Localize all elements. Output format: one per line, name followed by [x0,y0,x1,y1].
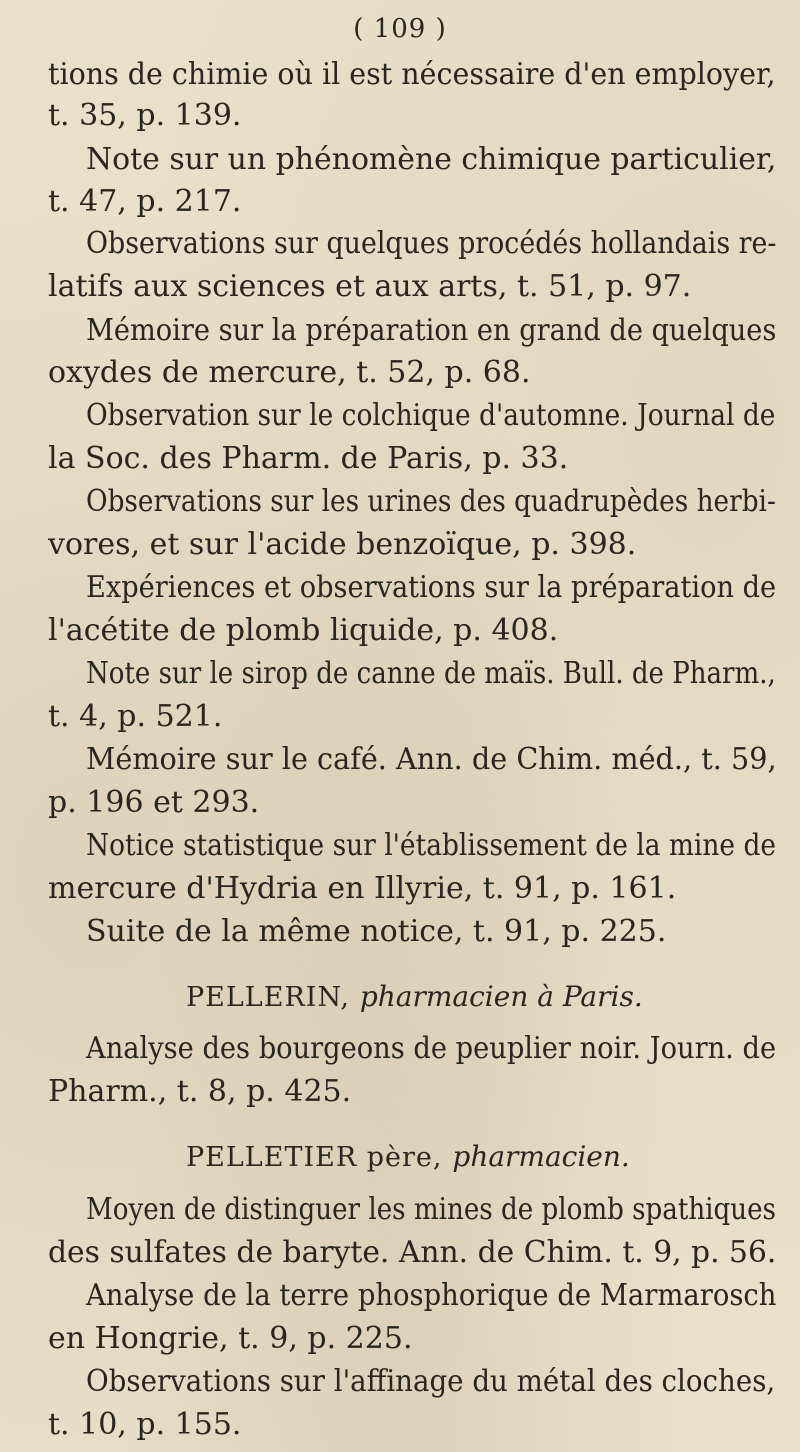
text-line: t. 47, p. 217. [48,184,242,219]
text-line: oxydes de mercure, t. 52, p. 68. [48,355,531,390]
text-line: Notice statistique sur l'établissement de la mine de [86,828,777,863]
text-line: Expériences et observations sur la préparation de [86,570,777,605]
page-number: ( 109 ) [353,14,447,44]
text-line: t. 4, p. 521. [48,699,223,734]
text-line: Observations sur quelques procédés hollandais re- [86,226,777,261]
author-name: PELLERIN, [186,982,350,1013]
text-line: en Hongrie, t. 9, p. 225. [48,1321,413,1356]
text-line: p. 196 et 293. [48,785,260,820]
text-line: latifs aux sciences et aux arts, t. 51, p. 97. [48,269,692,304]
text-line: la Soc. des Pharm. de Paris, p. 33. [48,441,569,476]
text-line: t. 10, p. 155. [48,1407,242,1442]
text-line: t. 35, p. 139. [48,98,242,133]
text-line: Observations sur les urines des quadrupèdes herbi- [86,484,776,519]
author-heading-pelletier [186,1140,630,1175]
text-line: Observations sur l'affinage du métal des cloches, [86,1364,776,1399]
text-line: Mémoire sur le café. Ann. de Chim. méd., t. 59, [86,742,777,777]
text-line: Analyse des bourgeons de peuplier noir. Journ. de [86,1031,777,1066]
text-line: Pharm., t. 8, p. 425. [48,1074,352,1109]
author-role: pharmacien. [452,1140,630,1173]
text-line: des sulfates de baryte. Ann. de Chim. t. 9, p. 56. [48,1235,777,1270]
text-line: tions de chimie où il est nécessaire d'en employer, [48,57,776,92]
text-line: Note sur le sirop de canne de maïs. Bull. de Pharm., [86,656,776,691]
author-heading-pellerin [186,980,643,1015]
text-line: Suite de la même notice, t. 91, p. 225. [86,914,667,949]
text-line: vores, et sur l'acide benzoïque, p. 398. [48,527,637,562]
text-line: mercure d'Hydria en Illyrie, t. 91, p. 161. [48,871,677,906]
text-line: Mémoire sur la préparation en grand de quelques [86,313,777,348]
text-line: Moyen de distinguer les mines de plomb spathiques [86,1192,776,1227]
text-line: Observation sur le colchique d'automne. Journal de [86,398,776,433]
text-line: l'acétite de plomb liquide, p. 408. [48,613,559,648]
author-name: PELLETIER père, [186,1142,443,1173]
text-line: Analyse de la terre phosphorique de Marmarosch [86,1278,777,1313]
author-role: pharmacien à Paris. [359,980,643,1013]
text-line: Note sur un phénomène chimique particulier, [86,142,777,177]
